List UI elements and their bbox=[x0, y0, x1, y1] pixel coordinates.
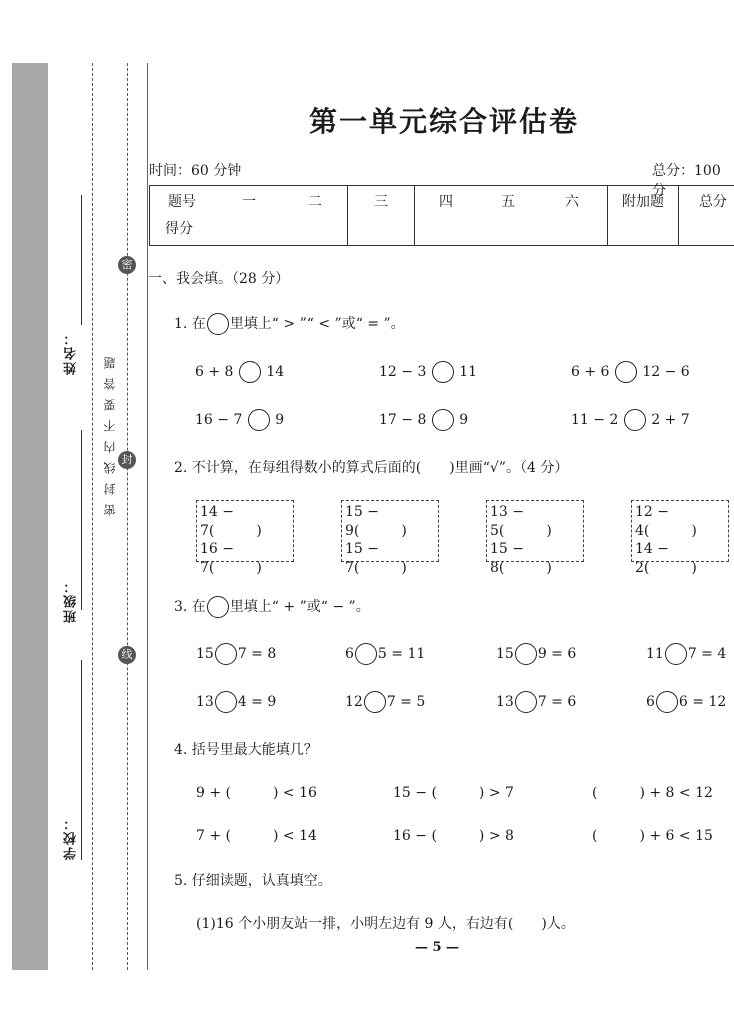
circle-icon bbox=[207, 596, 229, 618]
page-title: 第一单元综合评估卷 bbox=[308, 105, 579, 138]
q3-item-2-4 bbox=[646, 691, 726, 713]
binding-strip bbox=[12, 63, 48, 970]
seal-note: 密封线内不要答题 bbox=[103, 348, 117, 516]
page-number: — 5 — bbox=[414, 940, 460, 955]
school-underline bbox=[81, 660, 82, 860]
q1-left: 11 − 2 bbox=[571, 412, 619, 428]
dashed-line-right bbox=[127, 63, 128, 970]
q1-left: 16 − 7 bbox=[195, 412, 243, 428]
q3-left: 11 bbox=[646, 646, 664, 662]
q2-expr[interactable]: 14 − 2( ) bbox=[635, 541, 697, 576]
answer-circle[interactable] bbox=[248, 409, 270, 431]
q1-prompt-start: 1. 在 bbox=[174, 316, 206, 332]
q3-right: 7 = 8 bbox=[237, 646, 277, 662]
answer-circle[interactable] bbox=[665, 643, 687, 665]
name-underline bbox=[81, 195, 82, 325]
q2-expr[interactable]: 15 − 7( ) bbox=[345, 541, 407, 576]
answer-circle[interactable] bbox=[215, 643, 237, 665]
score-cell-4-6[interactable] bbox=[415, 214, 608, 246]
seal-mi: 密 bbox=[118, 256, 136, 274]
q1-item-2-1 bbox=[195, 409, 284, 431]
score-row-label: 得分 bbox=[150, 214, 348, 246]
q1-right: 9 bbox=[459, 412, 469, 428]
q4-item[interactable]: ( ) + 8 < 12 bbox=[592, 785, 713, 801]
q3-item-1-4 bbox=[646, 643, 726, 665]
q3-item-1-3 bbox=[496, 643, 576, 665]
q1-item-1-3 bbox=[571, 361, 690, 383]
q1-right: 11 bbox=[459, 364, 478, 380]
school-label: 学校： bbox=[64, 815, 79, 860]
q3-right: 9 = 6 bbox=[537, 646, 577, 662]
section-heading: 一、我会填。（28 分） bbox=[148, 271, 290, 287]
time-limit: 时间：60 分钟 bbox=[149, 163, 242, 179]
q4-item[interactable]: 16 − ( ) > 8 bbox=[393, 828, 514, 844]
answer-circle[interactable] bbox=[515, 691, 537, 713]
score-header-label: 题号 bbox=[168, 194, 196, 210]
q2-expr[interactable]: 13 − 5( ) bbox=[490, 504, 552, 539]
q3-item-1-2 bbox=[345, 643, 425, 665]
name-label: 姓名： bbox=[64, 330, 79, 375]
q1-right: 12 − 6 bbox=[642, 364, 690, 380]
answer-circle[interactable] bbox=[432, 361, 454, 383]
answer-circle[interactable] bbox=[615, 361, 637, 383]
q3-left: 6 bbox=[345, 646, 354, 662]
q4-item[interactable]: 15 − ( ) > 7 bbox=[393, 785, 514, 801]
q3-left: 13 bbox=[196, 694, 214, 710]
score-header-extra: 附加题 bbox=[608, 186, 679, 246]
q1-item-1-2 bbox=[379, 361, 477, 383]
q3-right: 7 = 4 bbox=[687, 646, 727, 662]
dashed-line-left bbox=[92, 63, 93, 970]
q4-item[interactable]: ( ) + 6 < 15 bbox=[592, 828, 713, 844]
q2-expr[interactable]: 14 − 7( ) bbox=[200, 504, 262, 539]
q1-left: 6 + 8 bbox=[195, 364, 234, 380]
class-underline bbox=[81, 430, 82, 610]
score-header-1: 一 bbox=[242, 194, 256, 210]
score-table bbox=[149, 185, 734, 246]
q3-item-2-2 bbox=[345, 691, 425, 713]
q3-right: 6 = 12 bbox=[678, 694, 727, 710]
class-label: 班级： bbox=[64, 578, 79, 623]
circle-icon bbox=[207, 313, 229, 335]
q3-prompt-start: 3. 在 bbox=[174, 599, 206, 615]
q5-sub1[interactable]: (1)16 个小朋友站一排，小明左边有 9 人，右边有( )人。 bbox=[196, 916, 575, 932]
q2-expr[interactable]: 15 − 9( ) bbox=[345, 504, 407, 539]
q5-prompt: 5. 仔细读题，认真填空。 bbox=[174, 873, 332, 889]
q3-right: 4 = 9 bbox=[237, 694, 277, 710]
q3-right: 5 = 11 bbox=[377, 646, 426, 662]
answer-circle[interactable] bbox=[215, 691, 237, 713]
q3-right: 7 = 6 bbox=[537, 694, 577, 710]
score-header-2: 二 bbox=[308, 194, 322, 210]
answer-circle[interactable] bbox=[239, 361, 261, 383]
q2-group-1 bbox=[196, 500, 294, 576]
score-header-5: 五 bbox=[501, 194, 515, 210]
q3-item-2-1 bbox=[196, 691, 276, 713]
answer-circle[interactable] bbox=[432, 409, 454, 431]
q1-item-2-3 bbox=[571, 409, 690, 431]
answer-circle[interactable] bbox=[624, 409, 646, 431]
score-header-total: 总分 bbox=[679, 186, 734, 246]
q2-group-4 bbox=[631, 500, 729, 576]
q1-left: 6 + 6 bbox=[571, 364, 610, 380]
q1-prompt bbox=[174, 313, 405, 335]
q1-left: 12 − 3 bbox=[379, 364, 427, 380]
page-border bbox=[147, 63, 148, 970]
q4-prompt: 4. 括号里最大能填几？ bbox=[174, 742, 318, 758]
q1-left: 17 − 8 bbox=[379, 412, 427, 428]
answer-circle[interactable] bbox=[515, 643, 537, 665]
q1-prompt-end: 里填上“ > ”“ < ”或“ = ”。 bbox=[229, 316, 405, 332]
q3-right: 7 = 5 bbox=[386, 694, 426, 710]
q2-prompt: 2. 不计算，在每组得数小的算式后面的( )里画“√”。（4 分） bbox=[174, 460, 569, 476]
total-score: 总分：100 分 bbox=[652, 163, 721, 199]
q1-item-1-1 bbox=[195, 361, 284, 383]
q3-item-2-3 bbox=[496, 691, 576, 713]
q3-item-1-1 bbox=[196, 643, 276, 665]
q3-left: 13 bbox=[496, 694, 514, 710]
score-header-4: 四 bbox=[439, 194, 453, 210]
q2-expr[interactable]: 12 − 4( ) bbox=[635, 504, 697, 539]
q4-item[interactable]: 7 + ( ) < 14 bbox=[196, 828, 317, 844]
q2-expr[interactable]: 15 − 8( ) bbox=[490, 541, 552, 576]
q1-right: 9 bbox=[275, 412, 285, 428]
q1-item-2-2 bbox=[379, 409, 468, 431]
q2-group-3 bbox=[486, 500, 584, 576]
q3-prompt bbox=[174, 596, 370, 618]
q4-item[interactable]: 9 + ( ) < 16 bbox=[196, 785, 317, 801]
q1-right: 14 bbox=[266, 364, 285, 380]
answer-circle[interactable] bbox=[364, 691, 386, 713]
q2-group-2 bbox=[341, 500, 439, 576]
answer-circle[interactable] bbox=[355, 643, 377, 665]
seal-xian: 线 bbox=[118, 646, 136, 664]
q3-left: 15 bbox=[496, 646, 514, 662]
q2-expr[interactable]: 16 − 7( ) bbox=[200, 541, 262, 576]
score-header-6: 六 bbox=[565, 194, 579, 210]
score-header-3: 三 bbox=[348, 186, 415, 246]
answer-circle[interactable] bbox=[656, 691, 678, 713]
q3-left: 12 bbox=[345, 694, 363, 710]
seal-feng: 封 bbox=[118, 451, 136, 469]
q3-left: 15 bbox=[196, 646, 214, 662]
q1-right: 2 + 7 bbox=[651, 412, 690, 428]
q3-left: 6 bbox=[646, 694, 655, 710]
q3-prompt-end: 里填上“ + ”或“ − ”。 bbox=[229, 599, 370, 615]
